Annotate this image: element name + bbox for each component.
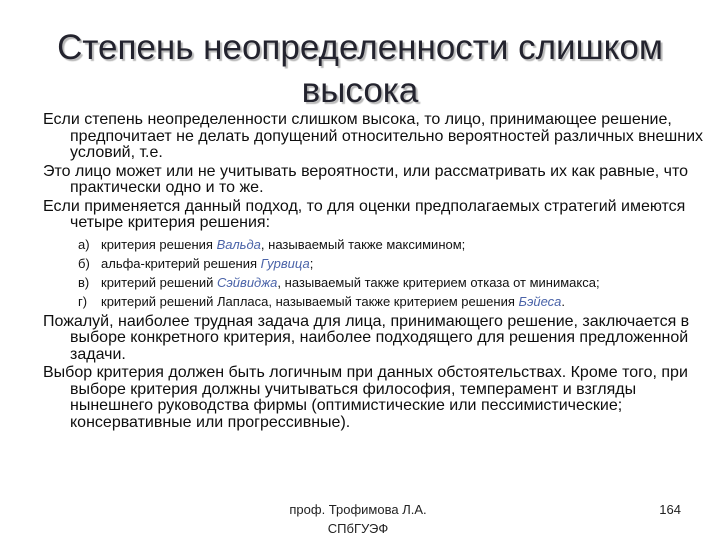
slide-title [30,26,690,112]
criterion-name: Бэйеса [518,293,562,309]
criterion-name: Сэйвиджа [217,274,278,290]
paragraph-criteria-intro: Если применяется данный подход, то для оценки предполагаемых стратегий имеются четыре критерия решения: [43,197,686,231]
slide-body [43,112,711,433]
criterion-laplace [78,295,711,309]
list-marker: в) [78,274,90,290]
list-marker: б) [78,255,90,271]
footer-author-name: проф. Трофимова Л.А. [289,502,427,517]
criterion-text: . [561,293,566,309]
paragraph-criterion-choice: Выбор критерия должен быть логичным при данных обстоятельствах. Кроме того, при выборе критерия должны учитываться философия, темперамент и взгляды нынешнего руководства фирмы (оптимистические или пессимистические; консервативные или прогрессивные). [43,364,688,431]
criterion-text: , называемый также максимином; [260,236,466,252]
criterion-text: критерий решений [101,274,218,290]
footer-institution: СПбГУЭФ [327,521,389,536]
criterion-name: Вальда [216,236,261,252]
criterion-wald [78,238,711,252]
paragraph-probabilities: Это лицо может или не учитывать вероятности, или рассматривать их как равные, что практически одно и то же. [43,162,688,196]
paragraph-hardest-task: Пожалуй, наиболее трудная задача для лица, принимающего решение, заключается в выборе конкретного критерия, наиболее подходящего для решения предложенной задачи. [43,312,690,363]
criterion-name: Гурвица [260,255,310,271]
paragraph-uncertainty: Если степень неопределенности слишком высока, то лицо, принимающее решение, предпочитает не делать допущений относительно вероятностей различных внешних условий, т.е. [43,111,704,161]
slide-title-line-1: Степень неопределенности слишком [57,28,663,67]
criterion-text: критерий решений Лапласа, называемый также критерием решения [101,293,519,309]
criterion-text: ; [309,255,314,271]
list-marker: а) [78,236,90,252]
criterion-text: критерия решения [101,236,217,252]
page-number: 164 [659,502,681,517]
footer-author [258,500,458,538]
criterion-hurwicz [78,257,711,271]
criterion-text: альфа-критерий решения [101,255,261,271]
list-marker: г) [78,293,88,309]
criterion-text: , называемый также критерием отказа от минимакса; [277,274,600,290]
criteria-list [43,238,711,309]
criterion-savage [78,276,711,290]
slide-title-line-2: высока [301,71,419,110]
